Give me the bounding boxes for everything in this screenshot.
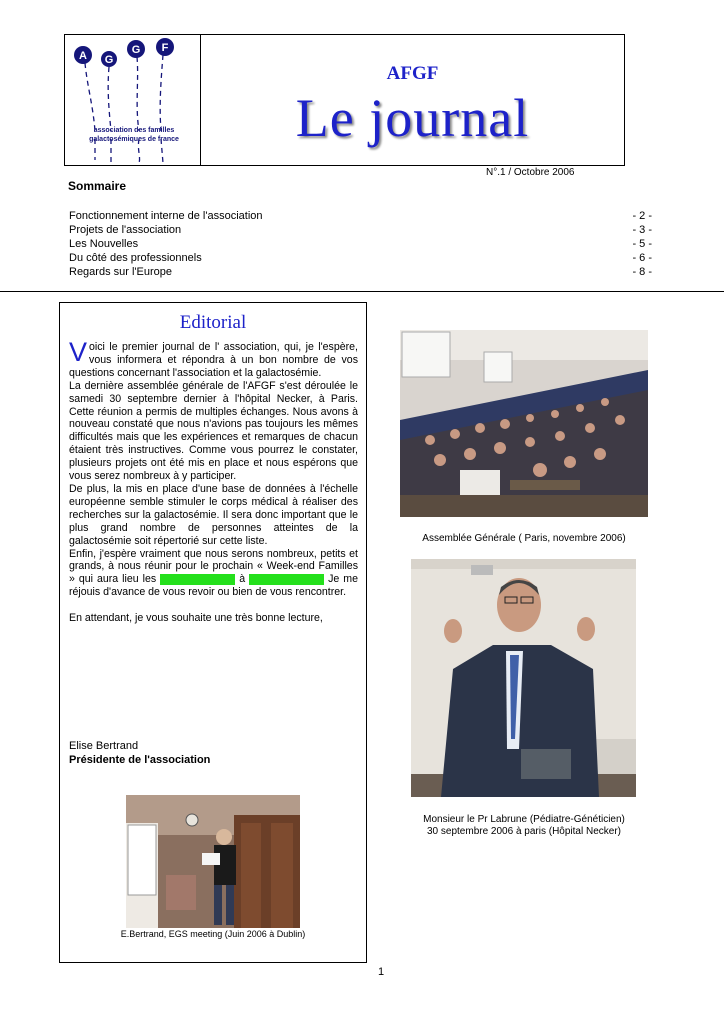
afgf-logo: [65, 35, 201, 165]
divider: [0, 291, 724, 292]
sommaire-title: Sommaire: [68, 179, 127, 193]
editorial-p3: De plus, la mis en place d'une base de données à l'échelle européenne semble stimuler le corps médical à réaliser des recherches sur la galactosémie. Il sera donc important que le plus grand nombre de personnes atteintes de la galactosémie soit répertorié sur cette liste.: [69, 482, 358, 547]
assembly-photo-caption: Assemblée Générale ( Paris, novembre 2006): [422, 533, 626, 544]
highlight-date-placeholder: [160, 574, 235, 585]
toc-item[interactable]: [69, 209, 652, 223]
speaker-photo-caption: [395, 814, 653, 838]
logo-text: [73, 126, 195, 144]
logo-text-line2: galactosémiques de france: [89, 136, 179, 143]
logo-letter-f: F: [161, 42, 169, 54]
assembly-photo: [400, 330, 648, 517]
editorial-p4c: Je me réjouis d'avance de vous revoir ou bien de vous rencontrer.: [69, 573, 359, 599]
signature: [69, 739, 210, 767]
journal-title: Le journal: [295, 88, 530, 148]
toc-page: - 2 -: [632, 210, 652, 222]
org-name: AFGF: [386, 63, 439, 84]
toc-page: - 8 -: [632, 266, 652, 278]
bertrand-photo: [126, 795, 300, 928]
toc-label: Projets de l'association: [69, 224, 182, 236]
page-number: 1: [378, 966, 385, 978]
editorial-p4b: à: [239, 573, 246, 586]
logo-text-line1: association des familles: [93, 127, 175, 134]
editorial-p4a: Enfin, j'espère vraiment que nous serons nombreux, petits et grands, à nous réunir pour le prochain « Week-end Familles » qui aura lieu les: [69, 547, 358, 586]
toc-page: - 6 -: [632, 252, 652, 264]
editorial-p2: La dernière assemblée générale de l'AFGF s'est déroulée le samedi 30 septembre dernier à l'hôpital Necker, à Paris. Cette réunion a permis de multiples échanges. Nous avons à nouveau constaté que nous n'avions pas toujours les mêmes difficultés mais que les expériences et remarques de chacun étaient très instructives. Comme vous pourrez le constater, plusieurs projets ont été mis en place et nous espérons que vous serez nombreux à y participer.: [69, 379, 358, 483]
drop-cap: V: [69, 337, 88, 367]
toc-item[interactable]: [69, 251, 652, 265]
toc-item[interactable]: [69, 223, 652, 237]
toc-page: - 5 -: [632, 238, 652, 250]
editorial-paragraph: [69, 548, 358, 600]
highlight-place-placeholder: [249, 574, 324, 585]
toc-label: Du côté des professionnels: [69, 252, 202, 264]
toc-label: Regards sur l'Europe: [69, 266, 172, 278]
logo-letter-a: A: [79, 50, 87, 62]
editorial-paragraph: [69, 337, 358, 380]
editorial-p5: En attendant, je vous souhaite une très bonne lecture,: [69, 612, 323, 625]
toc-item[interactable]: [69, 237, 652, 251]
speaker-caption-line2: 30 septembre 2006 à paris (Hôpital Necker): [427, 826, 621, 837]
bertrand-photo-caption: E.Bertrand, EGS meeting (Juin 2006 à Dublin): [120, 929, 306, 939]
editorial-title: Editorial: [179, 312, 247, 333]
editorial-body: [69, 337, 359, 625]
toc-label: Fonctionnement interne de l'association: [69, 210, 263, 222]
signature-role: Présidente de l'association: [69, 754, 211, 766]
editorial-p1: oici le premier journal de l' association, qui, je l'espère, vous informera et répondra à un bon nombre de vos questions concernant l'association et la galactosémie.: [69, 341, 358, 379]
signature-name: Elise Bertrand: [69, 740, 139, 752]
speaker-photo: [411, 559, 636, 797]
journal-header: [64, 34, 625, 166]
toc-item[interactable]: [69, 265, 652, 279]
toc-page: - 3 -: [632, 224, 652, 236]
speaker-caption-line1: Monsieur le Pr Labrune (Pédiatre-Généticien): [423, 814, 625, 825]
logo-letter-g1: G: [104, 54, 114, 66]
table-of-contents: [69, 209, 652, 279]
issue-number: N°.1 / Octobre 2006: [486, 167, 575, 178]
logo-letter-g2: G: [131, 44, 141, 56]
toc-label: Les Nouvelles: [69, 238, 139, 250]
